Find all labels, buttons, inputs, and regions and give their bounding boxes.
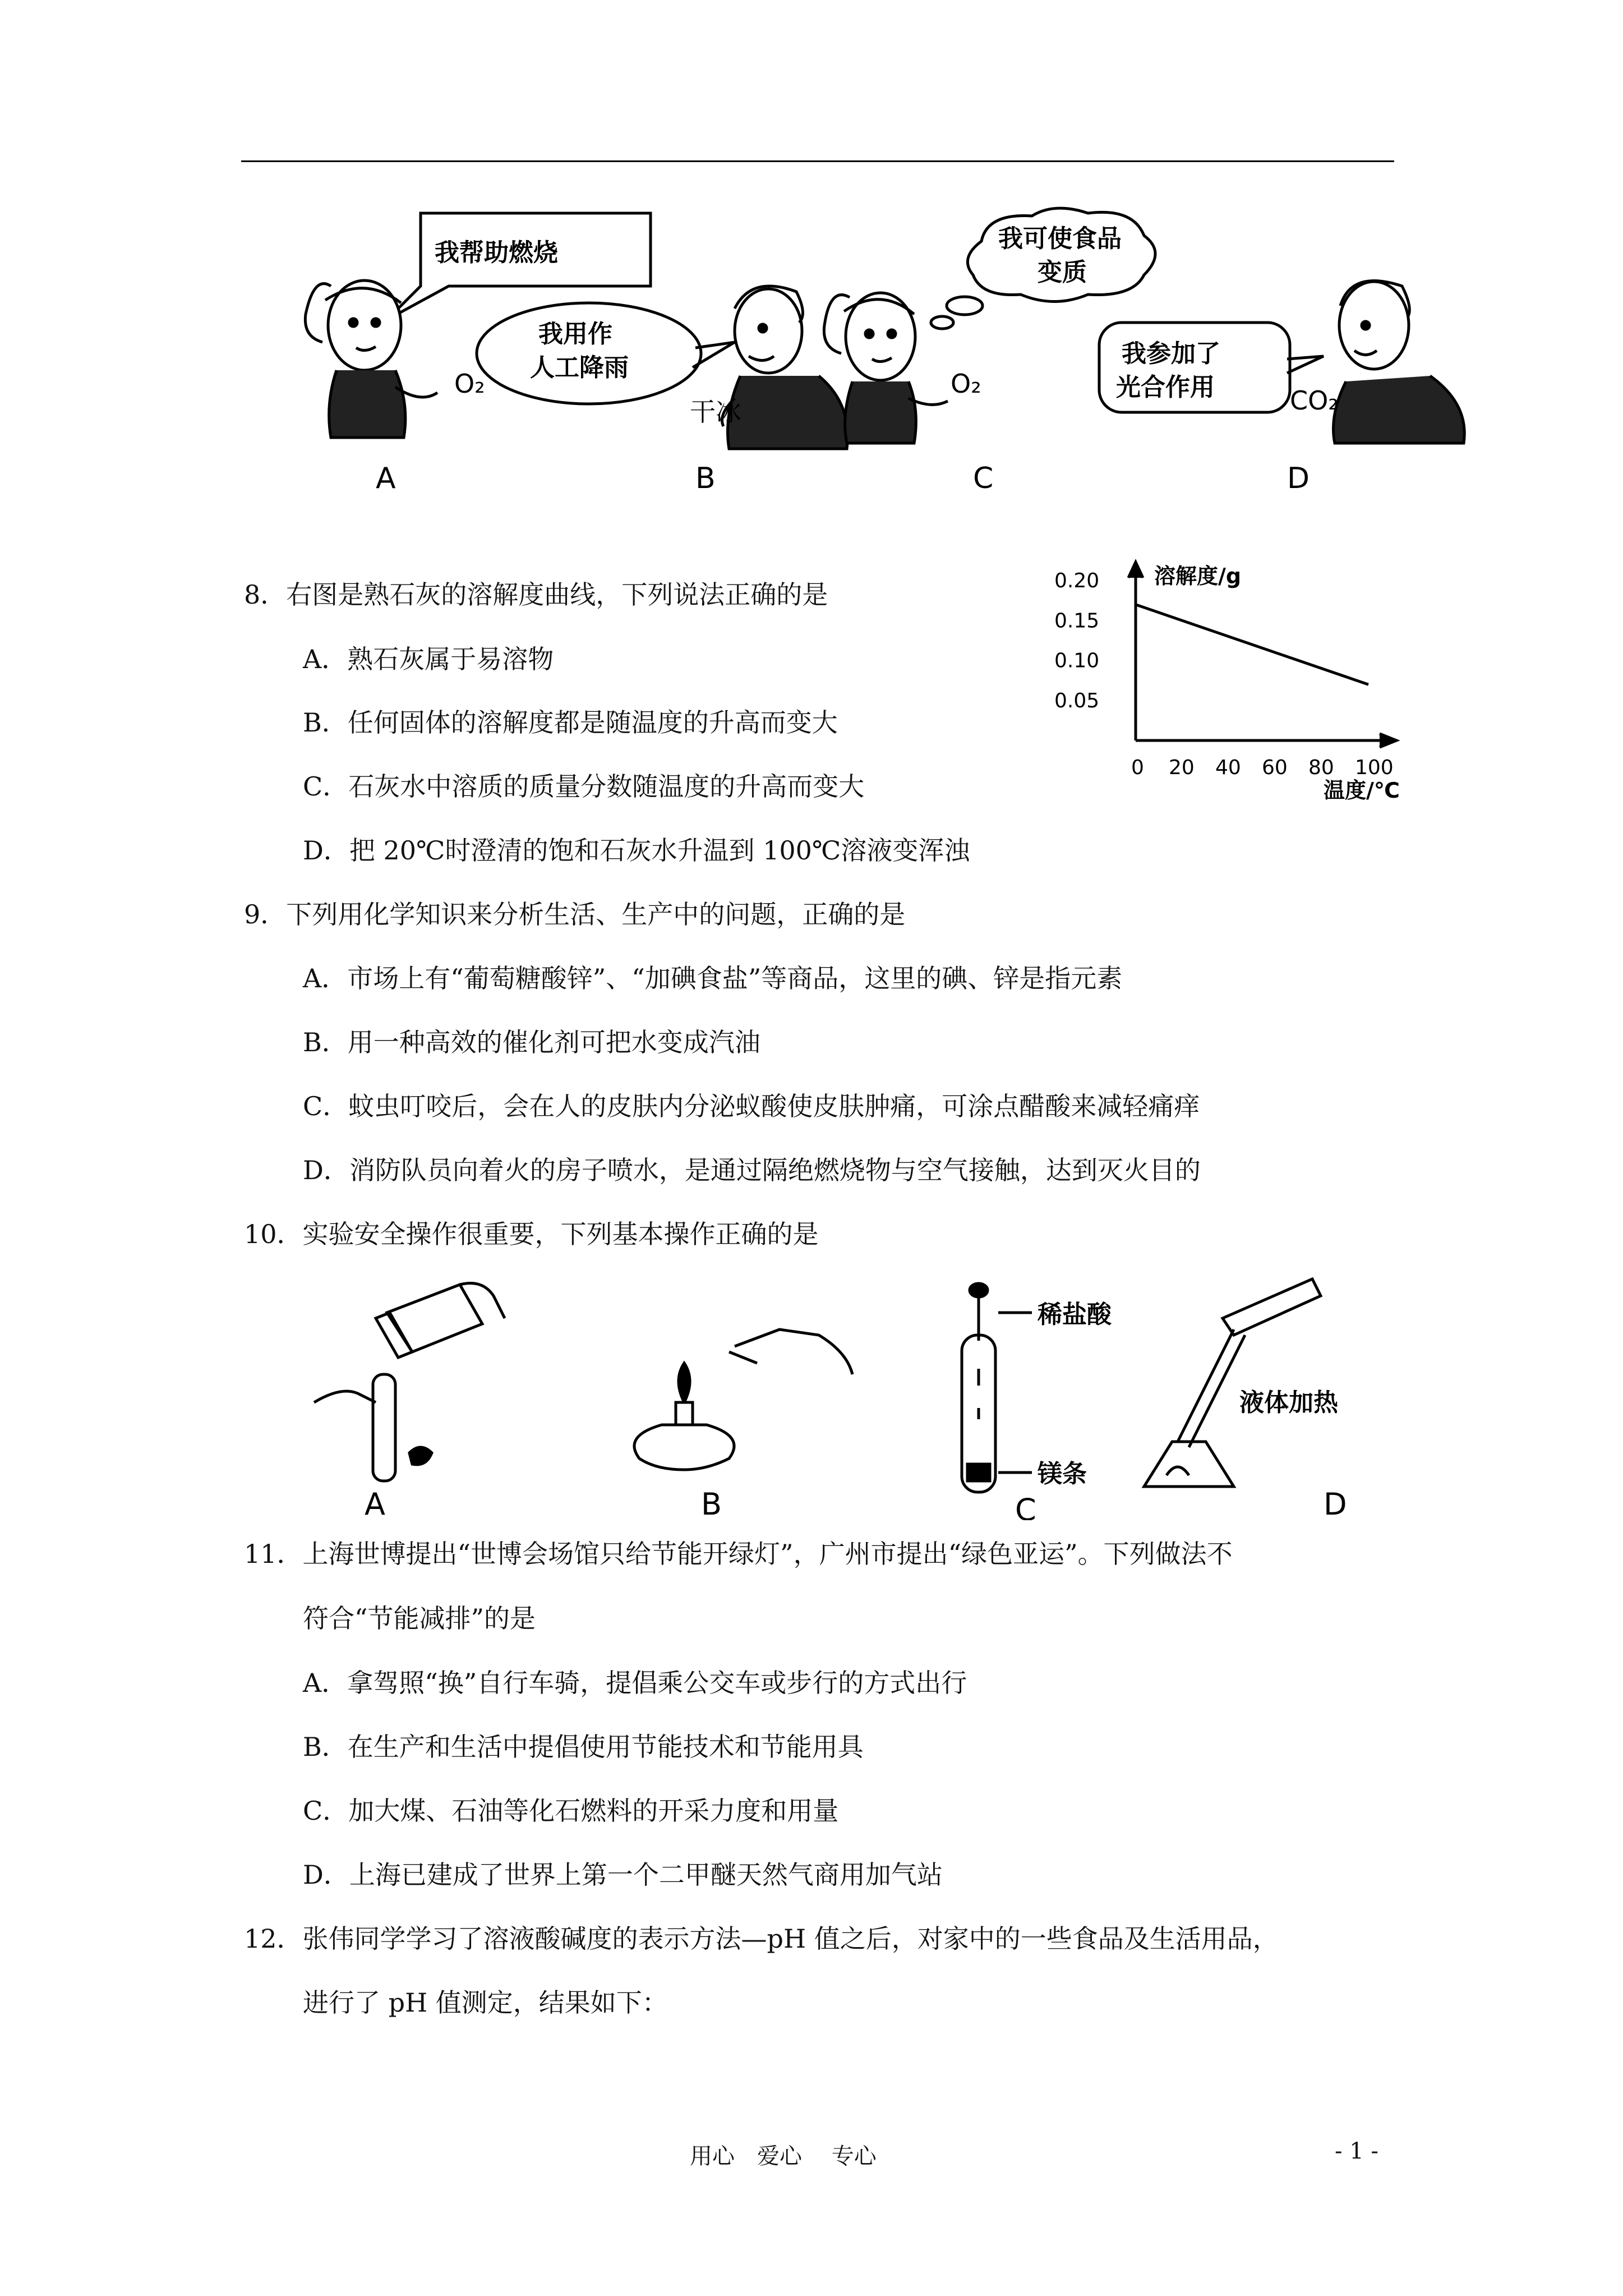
q8-option-c: C．石灰水中溶质的质量分数随温度的升高而变大 [303,771,865,802]
bubble-c-text-1: 我可使食品 [998,224,1122,253]
q11-stem-line2: 符合“节能减排”的是 [303,1603,536,1634]
header-rule [241,160,1394,162]
q10-stem: 10．实验安全操作很重要，下列基本操作正确的是 [244,1219,819,1249]
cartoon-letter-a: A [376,462,396,495]
bubble-d-text-1: 我参加了 [1122,339,1220,368]
lab-b-alcohol-lamp-icon [634,1329,852,1470]
q12-stem-line2: 进行了 pH 值测定，结果如下： [303,1987,668,2018]
label-a-o2: O₂ [454,369,485,399]
lab-letter-c: C [1015,1492,1036,1520]
solubility-chart [1054,555,1413,808]
lab-c-mg-label: 镁条 [1038,1460,1087,1488]
lab-d-heat-label: 液体加热 [1239,1388,1338,1417]
lab-c-test-tube-icon [962,1283,1032,1492]
q9-option-d: D．消防队员向着火的房子喷水，是通过隔绝燃烧物与空气接触，达到灭火目的 [303,1155,1201,1185]
q9-option-a: A．市场上有“葡萄糖酸锌”、“加碘食盐”等商品，这里的碘、锌是指元素 [303,963,1123,993]
q8-stem: 8．右图是熟石灰的溶解度曲线，下列说法正确的是 [244,579,828,610]
cartoon-letter-c: C [973,462,994,495]
y-tick-label: 0.10 [1054,649,1100,673]
x-tick-label: 80 [1308,756,1334,779]
boy-d-icon [1334,281,1465,443]
lab-operations-illustration [292,1273,1469,1520]
q9-stem: 9．下列用化学知识来分析生活、生产中的问题，正确的是 [244,899,906,930]
label-d-co2: CO₂ [1290,385,1339,416]
chart-xlabel: 温度/℃ [1324,778,1400,803]
bubble-a-text: 我帮助燃烧 [435,238,558,267]
bubble-b-text-1: 我用作 [538,320,612,348]
q11-option-a: A．拿驾照“换”自行车骑，提倡乘公交车或步行的方式出行 [303,1668,967,1698]
lab-letter-b: B [701,1487,722,1520]
lab-letter-a: A [365,1487,385,1520]
lab-d-heating-icon [1144,1279,1321,1487]
q11-stem-line1: 11．上海世博提出“世博会场馆只给节能开绿灯”，广州市提出“绿色亚运”。下列做法不 [244,1539,1233,1569]
lab-letter-d: D [1324,1487,1347,1520]
x-tick-label: 0 [1131,756,1144,779]
x-tick-label: 60 [1262,756,1288,779]
thought-bubble-c [967,208,1155,301]
q11-option-d: D．上海已建成了世界上第一个二甲醚天然气商用加气站 [303,1860,943,1890]
bubble-c-text-2: 变质 [1038,258,1087,287]
label-c-o2: O₂ [951,369,981,399]
page-number: - 1 - [1335,2138,1378,2164]
q8-option-d: D．把 20℃时澄清的饱和石灰水升温到 100℃溶液变浑浊 [303,835,970,866]
x-tick-label: 40 [1215,756,1241,779]
footer-motto: 用心 爱心 专心 [690,2143,877,2169]
y-tick-label: 0.20 [1054,569,1100,592]
bubble-b-text-2: 人工降雨 [530,353,629,382]
cartoon-illustration [292,202,1475,505]
cartoon-letter-b: B [695,462,716,495]
y-tick-label: 0.15 [1054,609,1100,633]
y-tick-label: 0.05 [1054,689,1100,712]
chart-ylabel: 溶解度/g [1154,564,1242,588]
q9-option-c: C．蚊虫叮咬后，会在人的皮肤内分泌蚁酸使皮肤肿痛，可涂点醋酸来减轻痛痒 [303,1091,1200,1121]
solubility-curve [1136,605,1368,685]
q11-option-b: B．在生产和生活中提倡使用节能技术和节能用具 [303,1732,864,1762]
q11-option-c: C．加大煤、石油等化石燃料的开采力度和用量 [303,1796,839,1826]
q12-stem-line1: 12．张伟同学学习了溶液酸碱度的表示方法—pH 值之后，对家中的一些食品及生活用品， [244,1924,1279,1954]
x-tick-label: 100 [1355,756,1394,779]
label-b-dry-ice: 干冰 [690,397,741,427]
q8-option-a: A．熟石灰属于易溶物 [303,644,554,674]
q8-option-b: B．任何固体的溶解度都是随温度的升高而变大 [303,707,838,738]
lab-c-acid-label: 稀盐酸 [1038,1300,1112,1329]
x-tick-label: 20 [1169,756,1195,779]
bubble-d-text-2: 光合作用 [1116,373,1215,402]
cartoon-letter-d: D [1287,462,1310,495]
lab-a-pouring-icon [314,1283,505,1481]
q9-option-b: B．用一种高效的催化剂可把水变成汽油 [303,1027,760,1057]
